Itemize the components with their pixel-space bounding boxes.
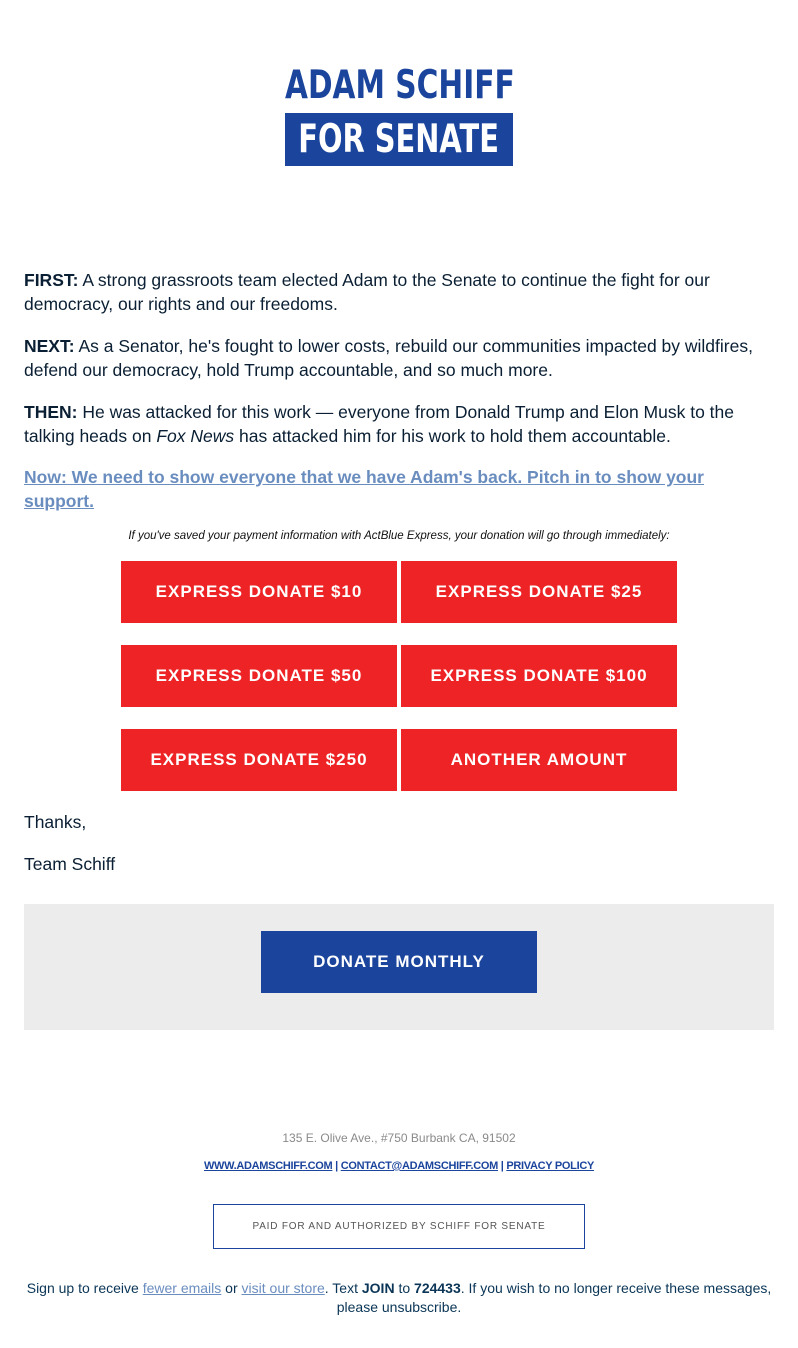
text-number: 724433: [414, 1280, 461, 1296]
footer-links: [0, 1160, 798, 1172]
visit-store-link[interactable]: visit our store: [241, 1280, 325, 1296]
website-link[interactable]: WWW.ADAMSCHIFF.COM: [203, 1160, 333, 1172]
link-separator: |: [335, 1160, 338, 1172]
donate-monthly-button[interactable]: DONATE MONTHLY: [261, 931, 537, 993]
signoff-thanks: Thanks,: [24, 812, 87, 832]
footer-address: 135 E. Olive Ave., #750 Burbank CA, 91502: [282, 1131, 516, 1145]
signup-text-d: to: [394, 1280, 415, 1296]
pitch-in-link[interactable]: Now: We need to show everyone that we have Adam's back. Pitch in to show your support.: [24, 467, 704, 511]
first-text: A strong grassroots team elected Adam to the Senate to continue the fight for our democracy, our rights and our freedoms.: [24, 270, 710, 314]
fewer-emails-link[interactable]: fewer emails: [142, 1280, 222, 1296]
logo-banner: [285, 113, 513, 166]
then-italic: Fox News: [156, 426, 235, 446]
then-text-b: has attacked him for his work to hold them accountable.: [234, 426, 671, 446]
signup-text-e: . If you wish to no longer receive these messages, please unsubscribe.: [336, 1280, 772, 1315]
monthly-panel: [24, 904, 774, 1030]
campaign-logo: [285, 64, 513, 166]
next-text: As a Senator, he's fought to lower costs, rebuild our communities impacted by wildfires, defend our democracy, hold Trump accountable, and so much more.: [24, 336, 753, 380]
signup-text: [20, 1279, 778, 1317]
paragraph-then: [24, 400, 776, 448]
express-donate-100-button[interactable]: EXPRESS DONATE $100: [401, 645, 677, 707]
then-label: THEN:: [24, 402, 78, 422]
logo-subtitle: FOR SENATE: [298, 117, 500, 162]
signup-text-c: . Text: [324, 1280, 362, 1296]
express-note: If you've saved your payment information with ActBlue Express, your donation will go through immediately:: [128, 530, 670, 542]
link-separator: |: [500, 1160, 504, 1172]
first-label: FIRST:: [24, 270, 79, 290]
logo-name: ADAM SCHIFF: [285, 63, 515, 108]
next-label: NEXT:: [24, 336, 75, 356]
privacy-policy-link[interactable]: PRIVACY POLICY: [506, 1160, 595, 1172]
signup-text-b: or: [221, 1280, 242, 1296]
express-donate-25-button[interactable]: EXPRESS DONATE $25: [401, 561, 677, 623]
express-donate-10-button[interactable]: EXPRESS DONATE $10: [121, 561, 397, 623]
paragraph-first: [24, 268, 776, 316]
express-donate-250-button[interactable]: EXPRESS DONATE $250: [121, 729, 397, 791]
then-text-a: He was attacked for this work — everyone from Donald Trump and Elon Musk to the talking heads on: [24, 402, 735, 446]
donate-button-grid: [121, 561, 677, 791]
paragraph-next: [24, 334, 776, 382]
join-keyword: JOIN: [361, 1280, 395, 1296]
another-amount-button[interactable]: ANOTHER AMOUNT: [401, 729, 677, 791]
express-donate-50-button[interactable]: EXPRESS DONATE $50: [121, 645, 397, 707]
email-body: [24, 268, 776, 513]
paid-for-disclaimer: PAID FOR AND AUTHORIZED BY SCHIFF FOR SENATE: [213, 1204, 585, 1249]
signoff-team: Team Schiff: [24, 854, 116, 874]
contact-link[interactable]: CONTACT@ADAMSCHIFF.COM: [340, 1160, 498, 1172]
signup-text-a: Sign up to receive: [26, 1280, 143, 1296]
